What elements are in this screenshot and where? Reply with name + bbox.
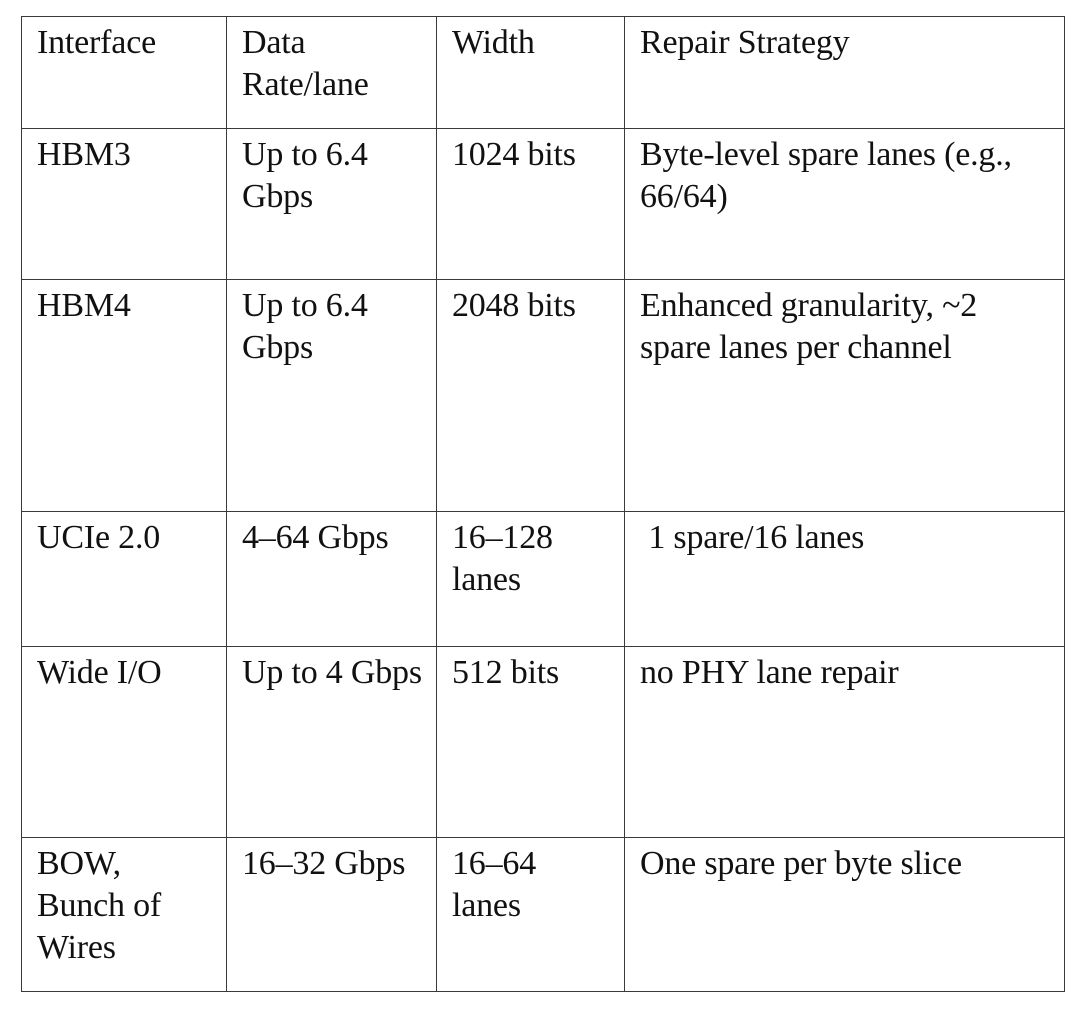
header-cell-interface: Interface (22, 17, 227, 129)
cell-interface: Wide I/O (22, 647, 227, 838)
cell-width: 16–64 lanes (437, 838, 625, 992)
header-cell-width: Width (437, 17, 625, 129)
cell-width: 2048 bits (437, 280, 625, 512)
cell-repair-strategy: Byte-level spare lanes (e.g., 66/64) (625, 129, 1065, 280)
table-header-row (22, 17, 1065, 129)
table-row (22, 280, 1065, 512)
cell-repair-strategy: 1 spare/16 lanes (625, 512, 1065, 647)
cell-data-rate: Up to 6.4 Gbps (227, 129, 437, 280)
header-cell-data-rate: Data Rate/lane (227, 17, 437, 129)
cell-interface: UCIe 2.0 (22, 512, 227, 647)
table-row (22, 838, 1065, 992)
cell-width: 16–128 lanes (437, 512, 625, 647)
cell-width: 512 bits (437, 647, 625, 838)
table-row (22, 647, 1065, 838)
cell-data-rate: 16–32 Gbps (227, 838, 437, 992)
cell-repair-strategy: One spare per byte slice (625, 838, 1065, 992)
cell-data-rate: Up to 6.4 Gbps (227, 280, 437, 512)
cell-data-rate: Up to 4 Gbps (227, 647, 437, 838)
table-row (22, 129, 1065, 280)
cell-interface: HBM3 (22, 129, 227, 280)
cell-repair-strategy: Enhanced granularity, ~2 spare lanes per channel (625, 280, 1065, 512)
header-cell-repair-strategy: Repair Strategy (625, 17, 1065, 129)
interface-comparison-table (21, 16, 1065, 992)
table-row (22, 512, 1065, 647)
cell-width: 1024 bits (437, 129, 625, 280)
cell-repair-strategy: no PHY lane repair (625, 647, 1065, 838)
cell-data-rate: 4–64 Gbps (227, 512, 437, 647)
cell-interface: HBM4 (22, 280, 227, 512)
cell-interface: BOW, Bunch of Wires (22, 838, 227, 992)
